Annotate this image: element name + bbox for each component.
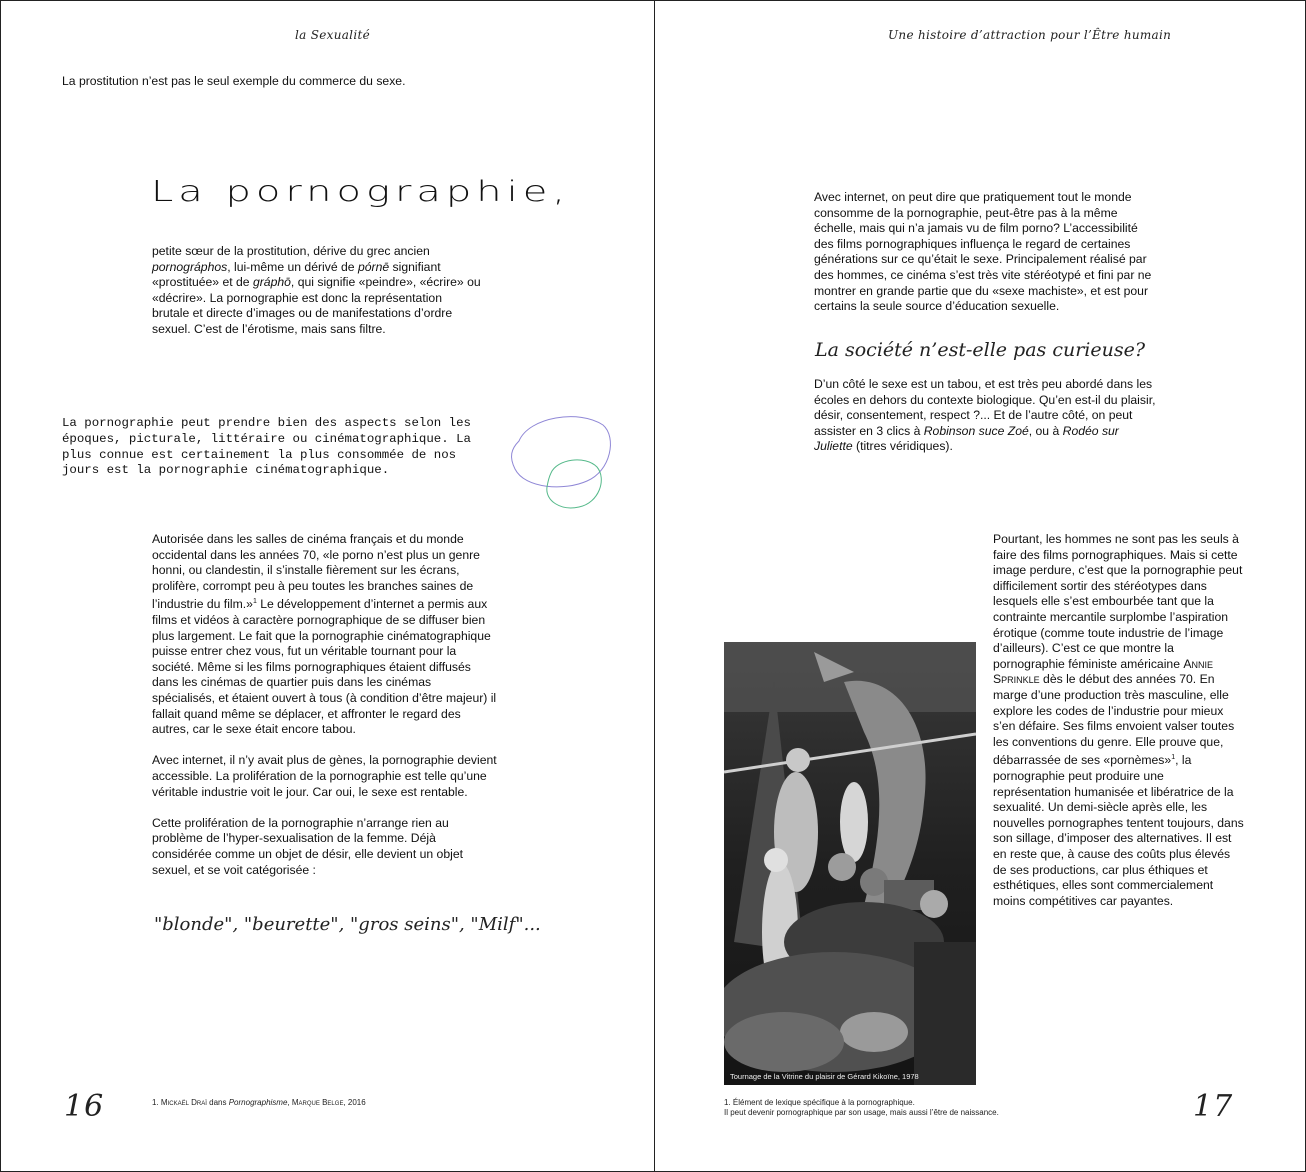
film-set-photo: [724, 642, 976, 1085]
right-page-number: 17: [1193, 1089, 1234, 1124]
pull-quote: La pornographie peut prendre bien des aspects selon les époques, picturale, littéraire ou cinématographique. La plus connue est certainement la plus consommée de nos jours est la pornographie cinématographique.: [62, 416, 471, 478]
right-running-head: Une histoire d’attraction pour l’Être humain: [888, 28, 1172, 42]
intro-line: La prostitution n’est pas le seul exemple du commerce du sexe.: [62, 74, 406, 88]
tabou-paragraph: D’un côté le sexe est un tabou, et est très peu abordé dans les écoles en dehors du contexte biologique. Qu’en est-il du plaisir, désir, consentement, respect ?... Et de l’autre côté, on peut assister en 3 clics à Robinson suce Zoé, ou à Rodéo sur Juliette (titres véridiques).: [814, 377, 1156, 454]
paragraph-cinema: Autorisée dans les salles de cinéma français et du monde occidental dans les années 70, «le porno n’est plus un genre honni, ou clandestin, il s’installe fièrement sur les écrans, prolifère, corrompt peu à peu toutes les branches saines de l’industrie du film.»$^1$ Le développement d’internet a permis aux films et vidéos à caractère pornographique de se diffuser bien plus largement. Le fait que la pornographie cinématographique puisse entrer chez vous, fut un véritable tournant pour la société. Même si les films pornographiques étaient diffusés dans les cinémas de quartier puis dans les cinémas spécialisés, et étaient ouvert à tous (à condition d’être majeur) il fallait quand même se déplacer, et affronter le regard des autres, car le sexe était encore tabou.: [152, 532, 497, 737]
photo-caption: Tournage de la Vitrine du plaisir de Gérard Kikoïne, 1978: [730, 1072, 919, 1081]
decorative-circles-icon: [507, 411, 617, 511]
page-gutter: [654, 1, 655, 1172]
purple-circle: [512, 417, 611, 487]
right-footnote: 1. Élément de lexique spécifique à la pornographique. Il peut devenir pornographique par son usage, mais aussi l’être de naissance.: [724, 1098, 999, 1117]
section-title: La pornographie,: [151, 175, 571, 209]
paragraph-internet: Avec internet, il n’y avait plus de gènes, la pornographie devient accessible. La prolifération de la pornographie est telle qu’une véritable industrie voit le jour. Car oui, le sexe est rentable.: [152, 753, 497, 799]
categories-line: "blonde", "beurette", "gros seins", "Milf"...: [154, 914, 541, 935]
left-body-column: [152, 532, 497, 894]
green-circle: [547, 460, 601, 508]
left-page-number: 16: [64, 1089, 105, 1124]
photo-illustration: [724, 642, 976, 1085]
right-intro-paragraph: Avec internet, on peut dire que pratiquement tout le monde consomme de la pornographie, peut-être pas à la même échelle, mais qui n’a jamais vu de film porno? L’accessibilité des films pornographiques influença le regard de certaines générations sur ce qu’était le sexe. Principalement réalisé par des hommes, ce cinéma s’est très vite stéréotypé et fini par ne montrer en grande partie que du «sexe machiste», et est pour certains la seule source d’éducation sexuelle.: [814, 190, 1152, 314]
left-running-head: la Sexualité: [295, 28, 370, 42]
definition-paragraph: petite sœur de la prostitution, dérive du grec ancien pornográphos, lui-même un dérivé de pórnē signifiant «prostituée» et de gráphō, qui signifie «peindre», «écrire» ou «décrire». La pornographie est donc la représentation brutale et directe d’images ou de manifestations d’ordre sexuel. C’est de l’érotisme, mais sans filtre.: [152, 244, 481, 336]
paragraph-hypersexualisation: Cette prolifération de la pornographie n’arrange rien au problème de l’hyper-sexualisation de la femme. Déjà considérée comme un objet de désir, elle devient un objet sexuel, et se voit catégorisée :: [152, 815, 463, 877]
right-subheading: La société n’est-elle pas curieuse?: [815, 339, 1146, 361]
left-footnote: 1. Mickaël Draï dans Pornographisme, Marque Belge, 2016: [152, 1098, 366, 1107]
feminist-porn-paragraph: Pourtant, les hommes ne sont pas les seuls à faire des films pornographiques. Mais si cette image perdure, c’est que la pornographie peut difficilement sortir des stéréotypes dans lesquels elle s’est embourbée tant que la contrainte mercantile surplombe l’aspiration érotique (comme toute industrie de l’image d’ailleurs). C’est ce que montre la pornographie féministe américaine Annie Sprinkle dès le début des années 70. En marge d’une production très masculine, elle explore les codes de l’industrie pour mieux s’en défaire. Ses films envoient valser toutes les conventions du genre. Elle prouve que, débarrassée de ses «pornèmes»$^1$, la pornographie peut produire une représentation humanisée et libératrice de la sexualité. Un demi-siècle après elle, les nouvelles pornographes tentent toujours, dans son sillage, d’imposer des alternatives. Il est en reste que, à cause des coûts plus élevés de ses productions, car plus éthiques et esthétiques, elles sont commercialement moins compétitives car payantes.: [993, 532, 1244, 908]
